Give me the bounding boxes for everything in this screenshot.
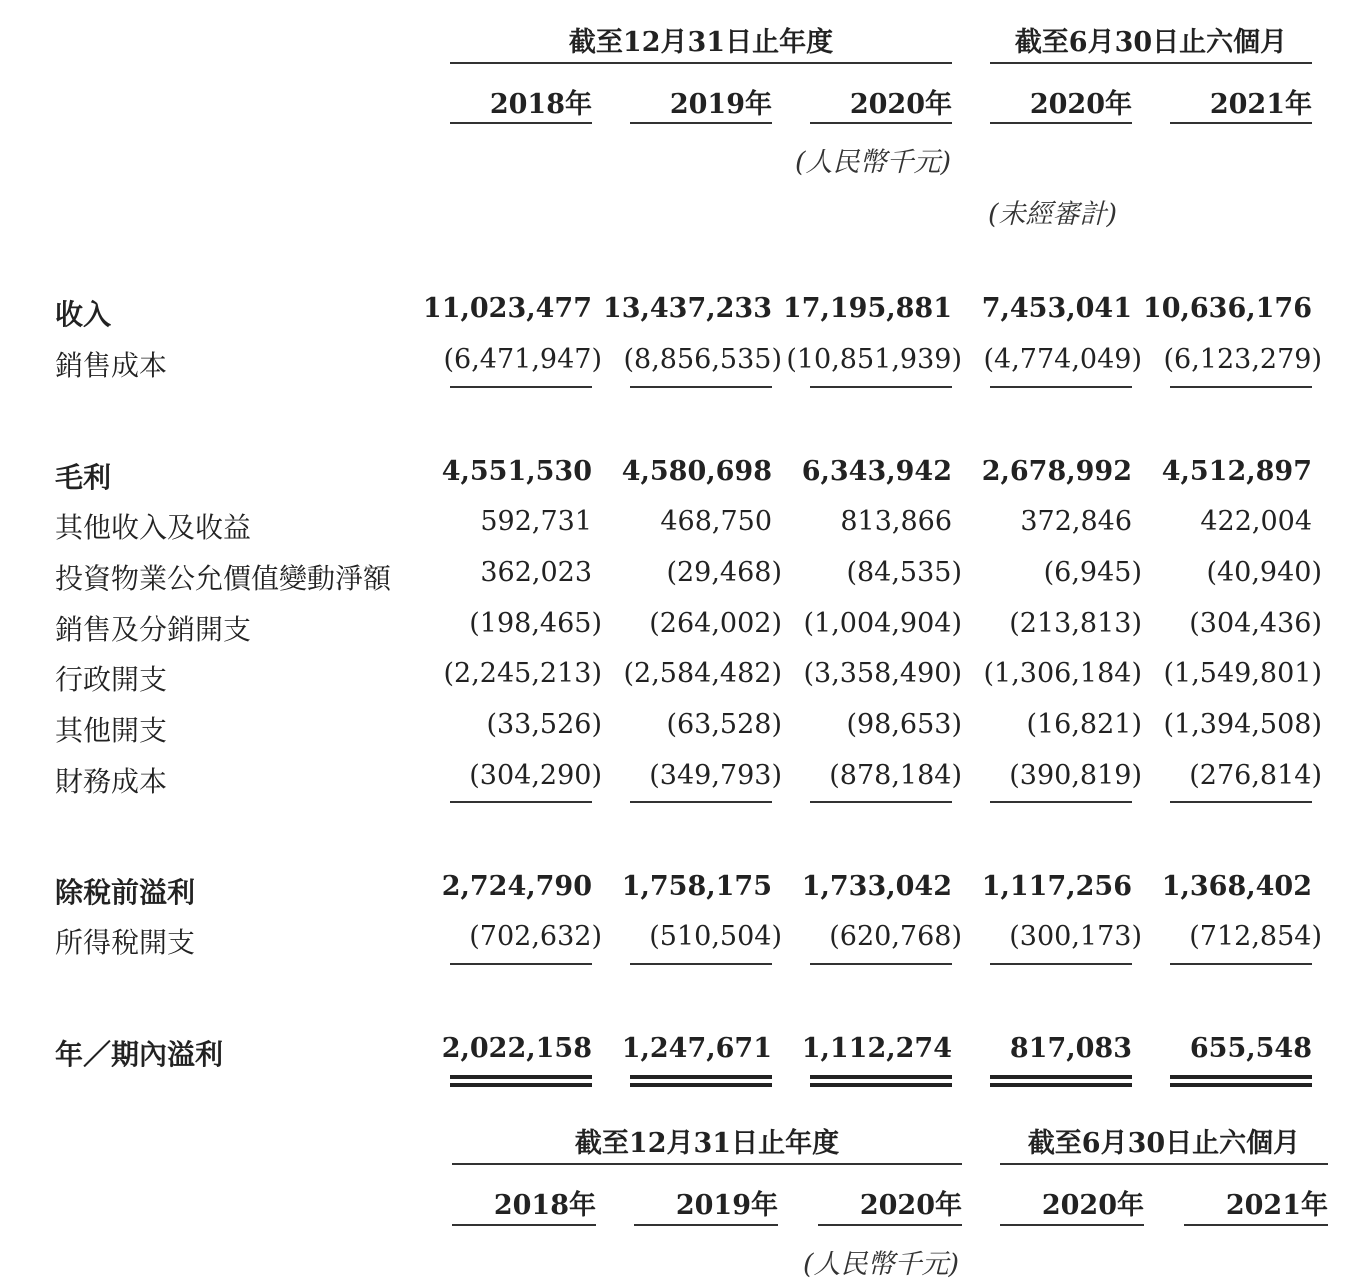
table-cell: 372,846 [1020, 506, 1132, 537]
subtotal-rule [630, 801, 772, 803]
footer-year-rule [634, 1224, 778, 1226]
table-cell: (40,940) [1206, 557, 1322, 588]
subtotal-rule [450, 963, 592, 965]
footer-group-rule [1000, 1163, 1328, 1165]
subtotal-rule [810, 386, 952, 388]
table-cell: 1,758,175 [621, 871, 772, 902]
row-label-selling-expenses: 銷售及分銷開支 [55, 613, 252, 646]
subtotal-rule [630, 386, 772, 388]
table-cell: (878,184) [829, 760, 962, 791]
year-header: 2019年 [669, 89, 772, 120]
header-group-rule [990, 62, 1312, 64]
footer-year-header: 2020年 [859, 1190, 962, 1221]
table-cell: 468,750 [660, 506, 772, 537]
subtotal-rule [810, 963, 952, 965]
year-rule [630, 122, 772, 124]
table-cell: (84,535) [846, 557, 962, 588]
year-rule [450, 122, 592, 124]
subtotal-rule [990, 963, 1132, 965]
row-label-other-expenses: 其他開支 [55, 714, 168, 747]
table-cell: 11,023,477 [422, 293, 592, 324]
table-cell: (510,504) [649, 921, 782, 952]
total-double-rule [630, 1075, 772, 1079]
total-double-rule [450, 1075, 592, 1079]
total-double-rule [1170, 1083, 1312, 1087]
row-label-profit-before-tax: 除稅前溢利 [55, 876, 196, 909]
row-label-admin-expenses: 行政開支 [55, 663, 168, 696]
table-cell: 1,112,274 [801, 1033, 952, 1064]
table-cell: (304,436) [1189, 608, 1322, 639]
unaudited-label: (未經審計) [988, 199, 1118, 230]
year-rule [810, 122, 952, 124]
table-cell: 422,004 [1200, 506, 1312, 537]
footer-year-header: 2020年 [1041, 1190, 1144, 1221]
table-cell: (10,851,939) [786, 344, 962, 375]
table-cell: (620,768) [829, 921, 962, 952]
footer-unit-label: (人民幣千元) [803, 1249, 960, 1280]
table-cell: (6,123,279) [1163, 344, 1322, 375]
table-cell: (1,306,184) [983, 658, 1142, 689]
table-cell: (198,465) [469, 608, 602, 639]
footer-group-full-year: 截至12月31日止年度 [574, 1128, 840, 1159]
footer-year-header: 2018年 [493, 1190, 596, 1221]
table-cell: 813,866 [840, 506, 952, 537]
total-double-rule [450, 1083, 592, 1087]
table-cell: (2,245,213) [443, 658, 602, 689]
subtotal-rule [630, 963, 772, 965]
table-cell: (390,819) [1009, 760, 1142, 791]
table-cell: (6,471,947) [443, 344, 602, 375]
total-double-rule [810, 1075, 952, 1079]
table-cell: (8,856,535) [623, 344, 782, 375]
table-cell: (264,002) [649, 608, 782, 639]
table-cell: 6,343,942 [801, 456, 952, 487]
subtotal-rule [1170, 801, 1312, 803]
year-rule [1170, 122, 1312, 124]
row-label-revenue: 收入 [55, 298, 112, 331]
table-cell: 4,580,698 [621, 456, 772, 487]
table-cell: 2,022,158 [441, 1033, 592, 1064]
row-label-cost-of-sales: 銷售成本 [55, 349, 168, 382]
footer-year-rule [818, 1224, 962, 1226]
subtotal-rule [450, 801, 592, 803]
subtotal-rule [450, 386, 592, 388]
header-group-full-year: 截至12月31日止年度 [568, 27, 834, 58]
footer-group-half-year: 截至6月30日止六個月 [1027, 1128, 1301, 1159]
table-cell: 1,733,042 [801, 871, 952, 902]
subtotal-rule [1170, 386, 1312, 388]
row-label-gross-profit: 毛利 [55, 461, 112, 494]
table-cell: (98,653) [846, 709, 962, 740]
table-cell: (6,945) [1043, 557, 1142, 588]
table-cell: (4,774,049) [983, 344, 1142, 375]
table-cell: 4,551,530 [441, 456, 592, 487]
total-double-rule [810, 1083, 952, 1087]
table-cell: 817,083 [1009, 1033, 1132, 1064]
row-label-finance-costs: 財務成本 [55, 765, 168, 798]
subtotal-rule [990, 801, 1132, 803]
unit-label: (人民幣千元) [795, 147, 952, 178]
header-group-half-year: 截至6月30日止六個月 [1014, 27, 1288, 58]
footer-year-header: 2019年 [675, 1190, 778, 1221]
table-cell: (702,632) [469, 921, 602, 952]
table-cell: (300,173) [1009, 921, 1142, 952]
table-cell: (712,854) [1189, 921, 1322, 952]
row-label-profit-for-period: 年／期內溢利 [55, 1038, 224, 1071]
footer-year-rule [1000, 1224, 1144, 1226]
table-cell: (3,358,490) [803, 658, 962, 689]
table-cell: 17,195,881 [782, 293, 952, 324]
table-cell: (276,814) [1189, 760, 1322, 791]
table-cell: (16,821) [1026, 709, 1142, 740]
table-cell: (304,290) [469, 760, 602, 791]
year-header: 2021年 [1209, 89, 1312, 120]
table-cell: 10,636,176 [1142, 293, 1312, 324]
row-label-fair-value-change: 投資物業公允價值變動淨額 [55, 562, 392, 595]
table-cell: 592,731 [480, 506, 592, 537]
table-cell: 655,548 [1189, 1033, 1312, 1064]
footer-year-header: 2021年 [1225, 1190, 1328, 1221]
total-double-rule [630, 1083, 772, 1087]
table-cell: 4,512,897 [1161, 456, 1312, 487]
subtotal-rule [990, 386, 1132, 388]
year-header: 2020年 [849, 89, 952, 120]
table-cell: (349,793) [649, 760, 782, 791]
table-cell: (1,004,904) [803, 608, 962, 639]
table-cell: (33,526) [486, 709, 602, 740]
subtotal-rule [1170, 963, 1312, 965]
table-cell: 7,453,041 [981, 293, 1132, 324]
table-cell: 1,117,256 [981, 871, 1132, 902]
total-double-rule [990, 1075, 1132, 1079]
year-rule [990, 122, 1132, 124]
table-cell: (29,468) [666, 557, 782, 588]
table-cell: 1,368,402 [1161, 871, 1312, 902]
row-label-other-income: 其他收入及收益 [55, 511, 252, 544]
table-cell: 2,678,992 [981, 456, 1132, 487]
table-cell: (63,528) [666, 709, 782, 740]
year-header: 2018年 [489, 89, 592, 120]
subtotal-rule [810, 801, 952, 803]
table-cell: 362,023 [480, 557, 592, 588]
table-cell: 13,437,233 [602, 293, 772, 324]
total-double-rule [990, 1083, 1132, 1087]
table-cell: (213,813) [1009, 608, 1142, 639]
total-double-rule [1170, 1075, 1312, 1079]
header-group-rule [450, 62, 952, 64]
row-label-income-tax: 所得稅開支 [55, 926, 196, 959]
table-cell: 2,724,790 [441, 871, 592, 902]
table-cell: 1,247,671 [621, 1033, 772, 1064]
footer-group-rule [452, 1163, 962, 1165]
footer-year-rule [452, 1224, 596, 1226]
footer-year-rule [1184, 1224, 1328, 1226]
table-cell: (1,394,508) [1163, 709, 1322, 740]
table-cell: (2,584,482) [623, 658, 782, 689]
year-header: 2020年 [1029, 89, 1132, 120]
table-cell: (1,549,801) [1163, 658, 1322, 689]
